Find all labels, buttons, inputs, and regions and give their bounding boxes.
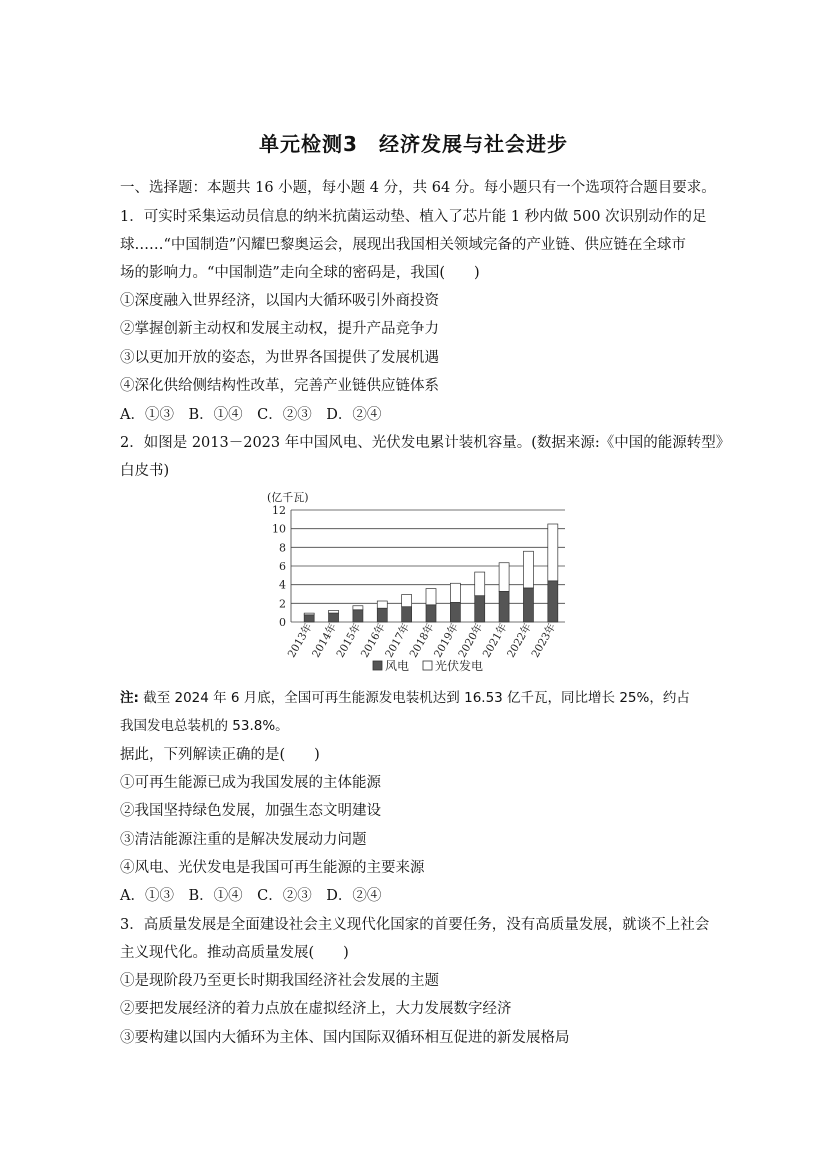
bar-wind <box>450 602 460 622</box>
bar-wind <box>548 581 558 622</box>
bar-wind <box>353 610 363 622</box>
q2-stem-line-2: 白皮书) <box>120 463 170 479</box>
x-tick-label: 2016年 <box>358 621 388 660</box>
q2-option-1: ①可再生能源已成为我国发展的主体能源 <box>120 775 381 791</box>
q3-option-3: ③要构建以国内大循环为主体、国内国际双循环相互促进的新发展格局 <box>120 1030 570 1046</box>
q2-note-line-1 <box>120 688 690 708</box>
q1-option-3: ③以更加开放的姿态，为世界各国提供了发展机遇 <box>120 350 439 366</box>
section-heading: 一、选择题：本题共 16 小题，每小题 4 分，共 64 分。每小题只有一个选项符合题目要求。 <box>120 180 716 196</box>
bar-solar <box>329 610 339 613</box>
x-tick-label: 2023年 <box>529 621 559 660</box>
capacity-bar-chart <box>255 488 585 684</box>
legend-swatch-wind <box>373 661 382 670</box>
q3-stem-line-1: 3．高质量发展是全面建设社会主义现代化国家的首要任务，没有高质量发展，就谈不上社会 <box>120 917 710 933</box>
q2-prompt: 据此，下列解读正确的是( ) <box>120 747 320 763</box>
q1-answer-choices: A．①③ B．①④ C．②③ D．②④ <box>120 407 382 423</box>
q2-note-text-1: 截至 2024 年 6 月底，全国可再生能源发电装机达到 16.53 亿千瓦，同比增长 25%，约占 <box>138 690 690 706</box>
q2-option-2: ②我国坚持绿色发展，加强生态文明建设 <box>120 803 381 819</box>
x-tick-label: 2018年 <box>407 621 437 660</box>
bar-solar <box>548 524 558 581</box>
bar-wind <box>523 588 533 622</box>
y-tick-label: 10 <box>272 522 286 536</box>
q2-stem-line-1: 2．如图是 2013－2023 年中国风电、光伏发电累计装机容量。(数据来源:《中国的能源转型》 <box>120 435 731 451</box>
bar-solar <box>499 563 509 592</box>
y-tick-label: 8 <box>279 541 286 555</box>
q1-option-1: ①深度融入世界经济，以国内大循环吸引外商投资 <box>120 293 439 309</box>
bar-solar <box>450 583 460 602</box>
y-unit-label: (亿千瓦) <box>267 491 309 504</box>
bar-solar <box>402 595 412 607</box>
x-tick-label: 2021年 <box>480 621 510 660</box>
x-tick-label: 2020年 <box>456 621 486 660</box>
y-tick-label: 0 <box>279 616 286 629</box>
x-tick-label: 2015年 <box>334 621 364 660</box>
q1-stem-line-2: 球……“中国制造”闪耀巴黎奥运会，展现出我国相关领域完备的产业链、供应链在全球市 <box>120 237 686 253</box>
q2-note-label: 注: <box>120 690 139 706</box>
bar-wind <box>402 607 412 622</box>
legend-label-wind: 风电 <box>385 659 410 673</box>
q1-option-4: ④深化供给侧结构性改革，完善产业链供应链体系 <box>120 378 439 394</box>
bar-wind <box>426 605 436 622</box>
legend-swatch-solar <box>423 661 432 670</box>
bar-solar <box>523 551 533 588</box>
q2-option-4: ④风电、光伏发电是我国可再生能源的主要来源 <box>120 860 425 876</box>
bar-solar <box>426 589 436 605</box>
q1-option-2: ②掌握创新主动权和发展主动权，提升产品竞争力 <box>120 321 439 337</box>
bar-solar <box>304 613 314 615</box>
q1-stem-line-1: 1．可实时采集运动员信息的纳米抗菌运动垫、植入了芯片能 1 秒内做 500 次识别动作的足 <box>120 209 707 225</box>
page-title: 单元检测3 经济发展与社会进步 <box>259 132 568 156</box>
q2-note-line-2: 我国发电总装机的 53.8%。 <box>120 718 289 734</box>
x-tick-label: 2022年 <box>505 621 535 660</box>
q3-option-2: ②要把发展经济的着力点放在虚拟经济上，大力发展数字经济 <box>120 1001 512 1017</box>
y-tick-label: 6 <box>279 560 286 573</box>
bar-wind <box>499 591 509 622</box>
bar-solar <box>377 601 387 608</box>
q3-option-1: ①是现阶段乃至更长时期我国经济社会发展的主题 <box>120 973 439 989</box>
q1-stem-line-3: 场的影响力。“中国制造”走向全球的密码是，我国( ) <box>120 265 480 281</box>
x-tick-label: 2017年 <box>383 621 413 660</box>
bar-solar <box>475 572 485 596</box>
x-tick-label: 2019年 <box>431 621 461 660</box>
x-tick-label: 2014年 <box>310 621 340 660</box>
y-tick-label: 4 <box>279 578 286 592</box>
x-tick-label: 2013年 <box>285 621 315 660</box>
q3-stem-line-2: 主义现代化。推动高质量发展( ) <box>120 945 349 961</box>
bar-wind <box>475 596 485 622</box>
y-tick-label: 12 <box>272 504 286 517</box>
bar-solar <box>353 606 363 610</box>
bar-wind <box>377 608 387 622</box>
y-tick-label: 2 <box>279 597 286 611</box>
bar-wind <box>329 613 339 622</box>
bar-wind <box>304 615 314 622</box>
q2-answer-choices: A．①③ B．①④ C．②③ D．②④ <box>120 888 382 904</box>
legend-label-solar: 光伏发电 <box>435 659 484 673</box>
q2-option-3: ③清洁能源注重的是解决发展动力问题 <box>120 832 367 848</box>
